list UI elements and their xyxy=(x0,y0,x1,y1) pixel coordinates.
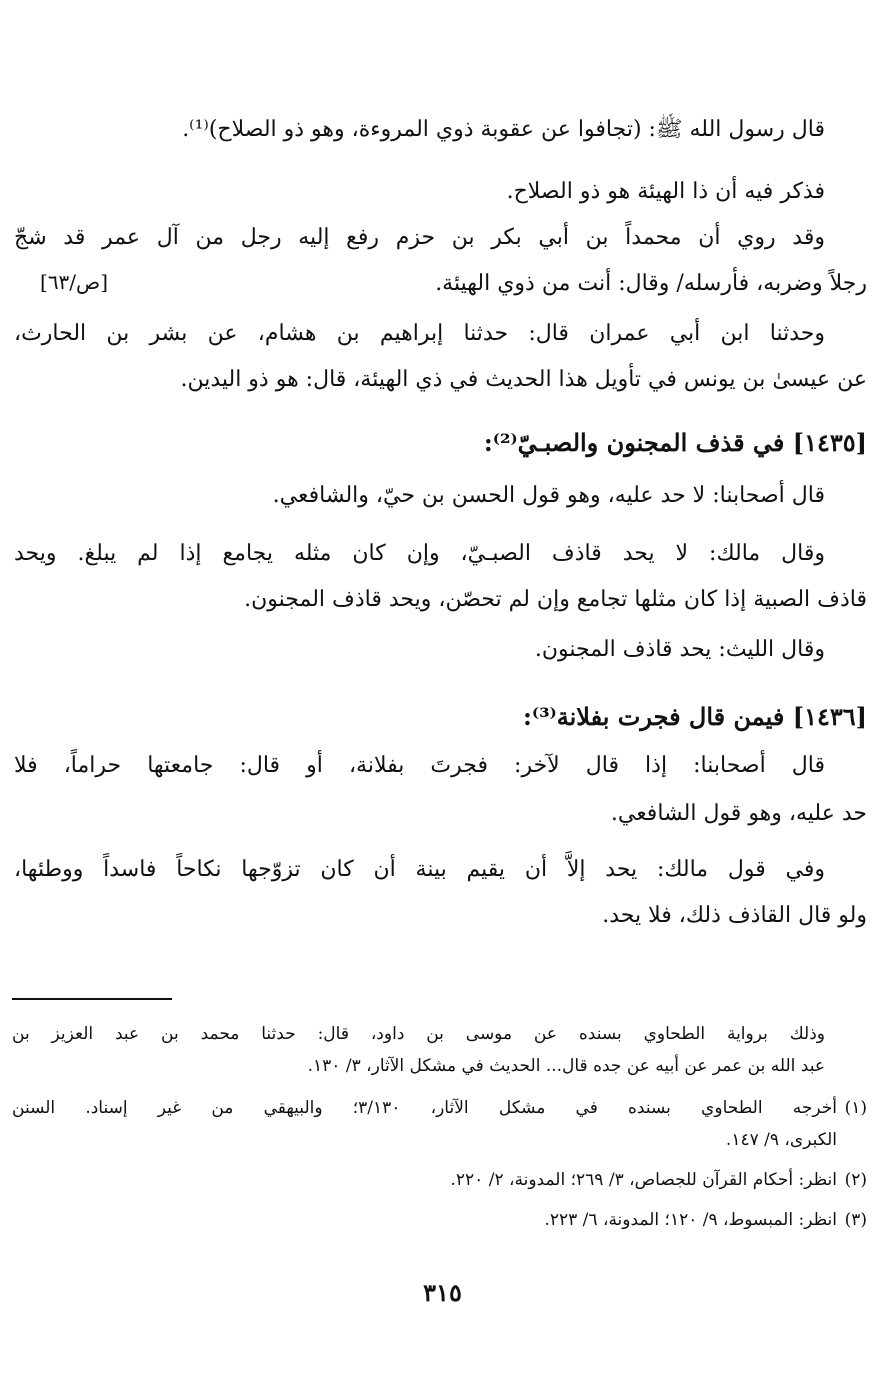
footnote-separator xyxy=(12,998,172,1000)
section-1436-line-4: ولو قال القاذف ذلك، فلا يحد. xyxy=(602,903,867,928)
section-heading-1435: [١٤٣٥] في قذف المجنون والصبـيّ⁽²⁾: xyxy=(483,428,867,457)
footnote-1 xyxy=(12,1094,867,1122)
section-1435-line-3: قاذف الصبية إذا كان مثلها تجامع وإن لم تحصّن، ويحد قاذف المجنون. xyxy=(244,587,867,612)
margin-page-ref: [ص/٦٣] xyxy=(40,270,109,294)
footnote-3-text: انظر: المبسوط، ٩/ ١٢٠؛ المدونة، ٦/ ٢٢٣. xyxy=(544,1210,837,1230)
footnote-3 xyxy=(12,1206,867,1234)
footnote-1-line-2: الكبرى، ٩/ ١٤٧. xyxy=(725,1130,837,1150)
body-line-3: وقد روي أن محمداً بن أبي بكر بن حزم رفع إليه رجل من آل عمر قد شجّ xyxy=(14,225,825,250)
section-1436-line-1: قال أصحابنا: إذا قال لآخر: فجرتَ بفلانة، أو قال: جامعتها حراماً، فلا xyxy=(14,753,825,778)
section-1436-line-3: وفي قول مالك: يحد إلاَّ أن يقيم بينة أن كان تزوّجها نكاحاً فاسداً ووطئها، xyxy=(14,857,825,882)
body-line-4: رجلاً وضربه، فأرسله/ وقال: أنت من ذوي الهيئة. xyxy=(435,271,867,296)
body-line-6: عن عيسىٰ بن يونس في تأويل هذا الحديث في ذي الهيئة، قال: هو ذو اليدين. xyxy=(180,367,867,392)
footnote-continuation-line-2: عبد الله بن عمر عن أبيه عن جده قال... الحديث في مشكل الآثار، ٣/ ١٣٠. xyxy=(307,1056,825,1076)
footnote-2-number: (٢) xyxy=(844,1170,867,1190)
footnote-1-text: أخرجه الطحاوي بسنده في مشكل الآثار، ٣/١٣٠؛ والبيهقي من غير إسناد. السنن xyxy=(12,1098,837,1118)
section-heading-1436: [١٤٣٦] فيمن قال فجرت بفلانة⁽³⁾: xyxy=(523,702,867,731)
body-line-1: قال رسول الله ﷺ: (تجافوا عن عقوبة ذوي المروءة، وهو ذو الصلاح)⁽¹⁾. xyxy=(182,117,825,142)
section-1435-line-4: وقال الليث: يحد قاذف المجنون. xyxy=(534,637,825,662)
section-1435-line-1: قال أصحابنا: لا حد عليه، وهو قول الحسن بن حيّ، والشافعي. xyxy=(272,483,825,508)
body-line-2: فذكر فيه أن ذا الهيئة هو ذو الصلاح. xyxy=(506,179,825,204)
section-1435-line-2: وقال مالك: لا يحد قاذف الصبـيّ، وإن كان مثله يجامع إذا لم يبلغ. ويحد xyxy=(14,541,825,566)
footnote-continuation-line-1: وذلك برواية الطحاوي بسنده عن موسى بن داود، قال: حدثنا محمد بن عبد العزيز بن xyxy=(12,1024,825,1044)
footnote-1-number: (١) xyxy=(844,1098,867,1118)
footnote-3-number: (٣) xyxy=(844,1210,867,1230)
footnote-2 xyxy=(12,1166,867,1194)
section-1436-line-2: حد عليه، وهو قول الشافعي. xyxy=(610,801,867,826)
page-number: ٣١٥ xyxy=(423,1278,462,1307)
footnote-2-text: انظر: أحكام القرآن للجصاص، ٣/ ٢٦٩؛ المدونة، ٢/ ٢٢٠. xyxy=(450,1170,837,1190)
body-line-5: وحدثنا ابن أبي عمران قال: حدثنا إبراهيم بن هشام، عن بشر بن الحارث، xyxy=(14,321,825,346)
